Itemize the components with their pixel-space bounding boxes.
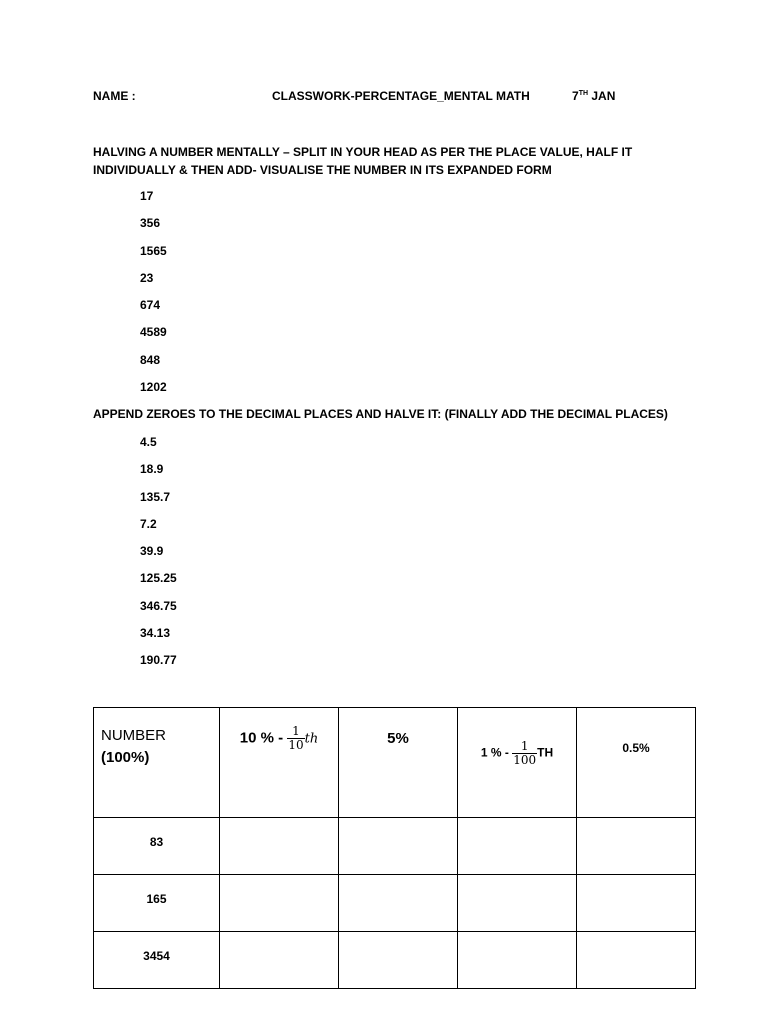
fraction-one-tenth xyxy=(287,725,304,752)
header-cell-10-percent xyxy=(220,708,339,818)
header-cell-number xyxy=(94,708,220,818)
answer-cell-5-percent[interactable] xyxy=(339,875,458,932)
header-cell-1-percent xyxy=(458,708,577,818)
list-item: 1202 xyxy=(140,380,167,395)
list-item: 346.75 xyxy=(140,598,177,613)
halving-instruction: HALVING A NUMBER MENTALLY – SPLIT IN YOUR HEAD AS PER THE PLACE VALUE, HALF IT INDIVIDUALLY & THEN ADD- VISUALISE THE NUMBER IN ITS EXPANDED FORM xyxy=(93,145,633,177)
list-item: 34.13 xyxy=(140,626,171,641)
table-header-row xyxy=(94,708,696,818)
header-10-prefix: 10 % - xyxy=(239,729,284,747)
header-1-prefix: 1 % - xyxy=(480,745,509,760)
date-month: JAN xyxy=(591,89,616,103)
answer-cell-half-percent[interactable] xyxy=(577,818,696,875)
list-item: 23 xyxy=(140,270,154,285)
answer-cell-1-percent[interactable] xyxy=(458,875,577,932)
list-item: 4.5 xyxy=(140,435,157,449)
list-item: 190.77 xyxy=(140,653,177,668)
header-1-percent xyxy=(458,740,576,767)
list-item: 125.25 xyxy=(140,571,177,586)
header-half-percent: 0.5% xyxy=(622,741,650,755)
answer-cell-5-percent[interactable] xyxy=(339,932,458,989)
worksheet-title: CLASSWORK-PERCENTAGE_MENTAL MATH xyxy=(272,89,530,103)
table-row xyxy=(94,818,696,875)
list-item: 39.9 xyxy=(140,544,164,559)
answer-cell-5-percent[interactable] xyxy=(339,818,458,875)
worksheet-date xyxy=(572,89,615,103)
table-row xyxy=(94,875,696,932)
row-number-cell: 3454 xyxy=(94,932,220,989)
header-10-suffix: th xyxy=(304,731,319,747)
fraction-numerator: 1 xyxy=(287,725,304,739)
halving-number-list xyxy=(140,189,167,407)
name-label: NAME : xyxy=(93,89,136,103)
list-item: 18.9 xyxy=(140,462,164,477)
answer-cell-10-percent[interactable] xyxy=(220,932,339,989)
answer-cell-10-percent[interactable] xyxy=(220,875,339,932)
fraction-denominator: 10 xyxy=(288,738,304,752)
list-item: 1565 xyxy=(140,243,167,258)
header-cell-5-percent xyxy=(339,708,458,818)
fraction-one-hundredth xyxy=(512,740,537,767)
percentage-table xyxy=(93,707,696,989)
list-item: 4589 xyxy=(140,325,167,340)
answer-cell-10-percent[interactable] xyxy=(220,818,339,875)
list-item: 7.2 xyxy=(140,516,157,531)
row-number-cell: 165 xyxy=(94,875,220,932)
date-day: 7 xyxy=(572,89,579,103)
decimal-instruction: APPEND ZEROES TO THE DECIMAL PLACES AND HALVE IT: (FINALLY ADD THE DECIMAL PLACES) xyxy=(93,407,668,421)
header-number-label: NUMBER xyxy=(101,727,167,744)
answer-cell-1-percent[interactable] xyxy=(458,818,577,875)
answer-cell-1-percent[interactable] xyxy=(458,932,577,989)
header-cell-half-percent xyxy=(577,708,696,818)
answer-cell-half-percent[interactable] xyxy=(577,875,696,932)
header-1-suffix: TH xyxy=(537,745,554,760)
list-item: 848 xyxy=(140,352,161,367)
header-5-percent: 5% xyxy=(387,730,409,747)
list-item: 356 xyxy=(140,216,161,231)
table-row xyxy=(94,932,696,989)
date-suffix: TH xyxy=(578,90,589,97)
row-number-cell: 83 xyxy=(94,818,220,875)
decimal-number-list xyxy=(140,435,177,681)
fraction-numerator: 1 xyxy=(512,740,537,754)
list-item: 17 xyxy=(140,189,154,203)
list-item: 135.7 xyxy=(140,489,171,504)
fraction-denominator: 100 xyxy=(513,753,537,767)
header-10-percent xyxy=(220,725,338,752)
list-item: 674 xyxy=(140,298,161,313)
header-number-percent: (100%) xyxy=(101,749,150,766)
answer-cell-half-percent[interactable] xyxy=(577,932,696,989)
